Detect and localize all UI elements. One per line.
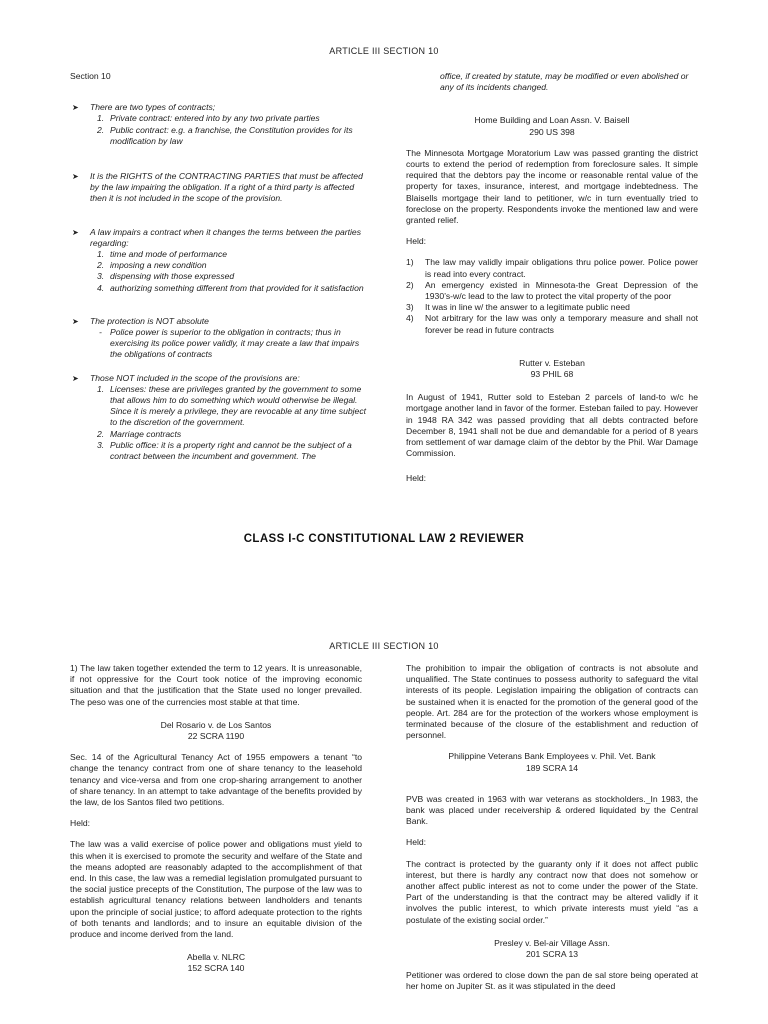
held-label: Held:	[406, 473, 427, 484]
exclusions-list	[90, 384, 370, 462]
list-item: 2. Public contract: e.g. a franchise, the Constitution provides for its modification by law	[97, 124, 353, 146]
case-facts: Sec. 14 of the Agricultural Tenancy Act of 1955 empowers a tenant “to change the tenancy contract from one of share tenancy to the leasehold tenancy and vice-versa and from one crop-sharing arrangement to another of share tenancy. In an attempt to take advantage of the benefits provided by the law, de los Santos filed two petitions.	[70, 752, 362, 808]
police-power-note	[90, 327, 370, 361]
case-title: Abella v. NLRC	[186, 952, 246, 963]
case-title: Presley v. Bel-air Village Assn.	[494, 937, 610, 948]
case-facts: PVB was created in 1963 with war veterans as stockholders._In 1983, the bank was placed under receivership & ordered liquidated by the Central Bank.	[406, 793, 698, 827]
list-item: 2) An emergency existed in Minnesota-the Great Depression of the 1930’s-w/c lead to the law to protect the vital property of the poor	[406, 279, 698, 302]
bullet-not-absolute: ➤ The protection is NOT absolute - Police power is superior to the obligation in contracts; thus in exercising its police power validly, it may create a law that impairs the obligations of contracts	[70, 316, 370, 361]
case-title: Del Rosario v. de Los Santos	[160, 719, 272, 730]
page1-header: ARTICLE III SECTION 10	[329, 46, 439, 56]
list-item: 2. Marriage contracts	[97, 428, 182, 439]
held-label: Held:	[406, 837, 427, 848]
list-item: 1. time and mode of performance	[97, 249, 228, 260]
list-item: 1) The law may validly impair obligations thru police power. Police power is read into every contract.	[406, 257, 698, 279]
reviewer-title: CLASS I-C CONSTITUTIONAL LAW 2 REVIEWER	[243, 533, 525, 545]
case-facts: The Minnesota Mortgage Moratorium Law was passed granting the district courts to extend the period of redemption from foreclosure sales. It simple required that the debtors pay the income or reasonable rental value of the property for taxes, insurance, interest, and mortgage indebtedness. The Blaisells mortgage their land to petitioner, w/c in turn eventually tried to foreclose on the property. Respondents invoke the mentioned law and were granted relief.	[406, 147, 698, 226]
case-citation: 201 SCRA 13	[525, 949, 579, 960]
list-item: 1. Private contract: entered into by any two private parties	[97, 113, 320, 124]
held-label: Held:	[406, 236, 427, 247]
case-title: Philippine Veterans Bank Employees v. Phil. Vet. Bank	[448, 751, 656, 762]
arrow-bullet-icon: ➤	[72, 373, 79, 383]
held-text: The contract is protected by the guaranty only if it does not affect public interest, but there is hardly any contract now that does not somehow or another affect public interest as not to come under the power of the State. Part of the understanding is that the contract may be altered validly if it involves the public interest, to which private interests must yield “as a postulate of the existing social order.”	[406, 858, 698, 925]
case-citation: 290 US 398	[529, 126, 575, 137]
paragraph: 1) The law taken together extended the term to 12 years. It is unreasonable, if not oppressive for the Court took notice of the improving economic situation and that the justification that the State used no longer prevailed. The peso was one of the currencies most stable at that time.	[70, 663, 362, 707]
arrow-bullet-icon: ➤	[72, 172, 79, 182]
arrow-bullet-icon: ➤	[72, 103, 79, 113]
list-item: - Police power is superior to the obligation in contracts; thus in exercising its police power validly, it may create a law that impairs the obligations of contracts	[99, 327, 360, 360]
case-title: Home Building and Loan Assn. V. Baisell	[474, 115, 630, 126]
page1-left-column	[70, 71, 370, 462]
case-title: Rutter v. Esteban	[519, 357, 585, 368]
bullet-contract-types: ➤ There are two types of contracts; 1. Private contract: entered into by any two private parties 2. Public contract: e.g. a franchise, the Constitution provides for its modification by law	[70, 102, 370, 147]
case-citation: 93 PHIL 68	[530, 369, 574, 380]
held-text: The law was a valid exercise of police power and obligations must yield to this when it is exercised to promote the security and welfare of the State and the means adopted are reasonably adapted to the accomplishment of that end. In this case, the law was a remedial legislation promulgated pursuant to the social justice precepts of the Constitution, The purpose of the law was to establish agricultural tenancy relations between landholders and tenants upon the principle of social justice; to afford adequate protection to the rights of both tenants and landlords; and to insure an equitable division of the produce and income derived from the land.	[70, 839, 362, 940]
bullet-law-impairs: ➤ A law impairs a contract when it changes the terms between the parties regarding: 1. time and mode of performance 2. imposing a new condition 3. dispensing with those expressed 4. authorizing something different from that provided for it satisfaction	[70, 227, 370, 294]
arrow-bullet-icon: ➤	[72, 227, 79, 237]
held-list	[406, 257, 698, 335]
list-item: 3. dispensing with those expressed	[97, 271, 235, 282]
bullet-not-included: ➤ Those NOT included in the scope of the provisions are: 1. Licenses: these are privileges granted by the government to some that allows him to do something which would otherwise be illegal. Since it is merely a privilege, they are revocable at any time subject to the discretion of the government. 2. Marriage contracts 3. Public office: it is a property right and cannot be the subject of a contract between the incumbent and government. The	[70, 373, 370, 463]
page2-right-column	[406, 663, 698, 993]
case-citation: 152 SCRA 140	[187, 963, 245, 974]
page2-header: ARTICLE III SECTION 10	[329, 641, 439, 651]
arrow-bullet-icon: ➤	[72, 316, 79, 326]
list-item: 1. Licenses: these are privileges granted by the government to some that allows him to do something which would otherwise be illegal. Since it is merely a privilege, they are revocable at any time subject to the discretion of the government.	[97, 383, 367, 428]
contract-types-list	[90, 113, 370, 147]
list-item: 4) Not arbitrary for the law was only a temporary measure and shall not forever be read in future contracts	[406, 313, 698, 335]
case-citation: 189 SCRA 14	[525, 762, 579, 773]
list-item: 2. imposing a new condition	[97, 260, 207, 271]
list-item: 3. Public office: it is a property right and cannot be the subject of a contract between the incumbent and government. The	[97, 439, 352, 462]
case-facts: In August of 1941, Rutter sold to Esteban 2 parcels of land-to w/c he mortgage another land in favor of the former. Esteban failed to pay. However in 1948 RA 342 was passed providing that all debts contracted before December 8, 1941 shall not be due and demandable for a period of 8 years from settlement of war damage claim of the debtor by the Phil. War Damage Commission.	[406, 392, 698, 459]
impairment-list	[90, 249, 370, 294]
page2-left-column	[70, 663, 362, 975]
bullet-contracting-parties: ➤ It is the RIGHTS of the CONTRACTING PARTIES that must be affected by the law impairing the obligation. If a right of a third party is affected then it is not included in the scope of the provision.	[72, 171, 363, 204]
continued-text: office, if created by statute, may be modified or even abolished or any of its incidents changed.	[440, 71, 689, 93]
case-citation: 22 SCRA 1190	[187, 731, 245, 742]
page1-right-column	[406, 71, 698, 485]
held-label: Held:	[70, 818, 91, 829]
case-facts: Petitioner was ordered to close down the pan de sal store being operated at her home on Jupiter St. as it was stipulated in the deed	[406, 970, 698, 992]
section-label: Section 10	[70, 71, 111, 81]
list-item: 4. authorizing something different from that provided for it satisfaction	[97, 282, 364, 293]
list-item: 3) It was in line w/ the answer to a legitimate public need	[406, 302, 630, 313]
paragraph: The prohibition to impair the obligation of contracts is not absolute and unqualified. The State continues to possess authority to safeguard the vital interests of its people. Legislation impairing the obligation of contracts can be sustained when it is enacted for the promotion of the general good of the people. Art. 284 are for the protection of the workers whose employment is terminated because of the closure of the establishment and reduction of personnel.	[406, 663, 698, 741]
